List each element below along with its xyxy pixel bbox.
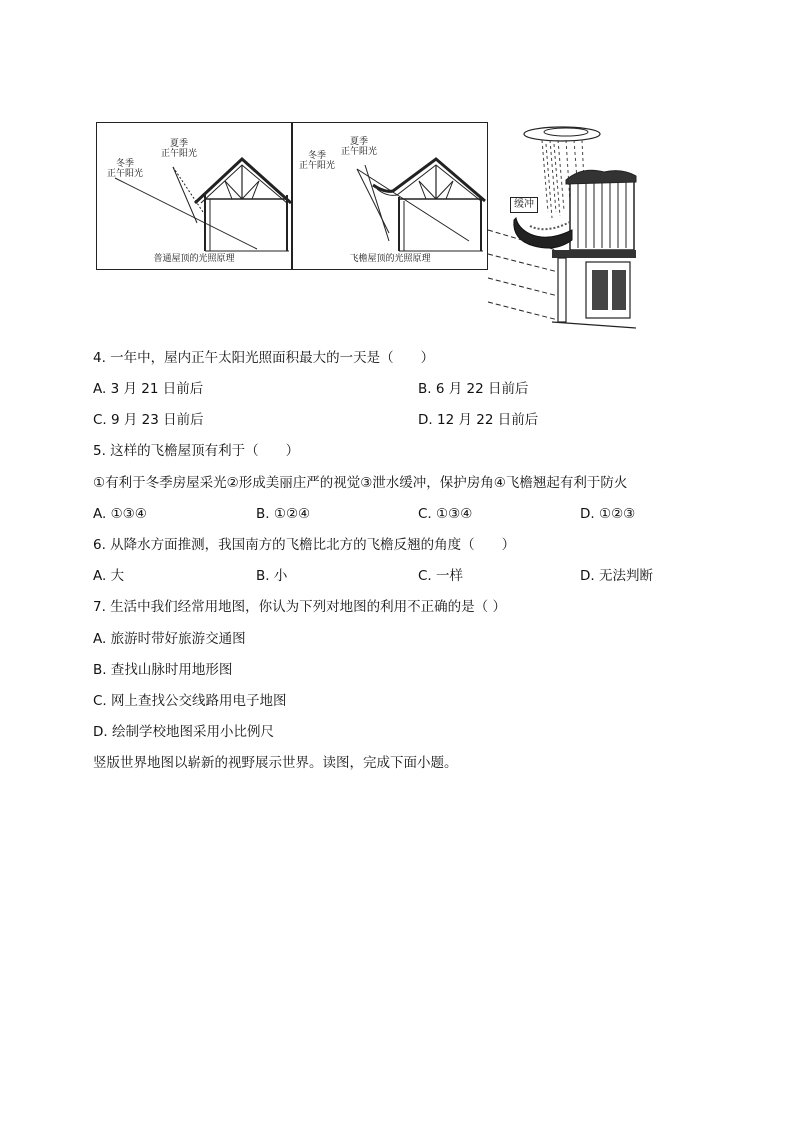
q7-option-a[interactable]: A. 旅游时带好旅游交通图 <box>93 631 246 647</box>
q6-option-a[interactable]: A. 大 <box>93 568 125 584</box>
q4-option-b[interactable]: B. 6 月 22 日前后 <box>418 381 529 397</box>
question-6-stem: 6. 从降水方面推测，我国南方的飞檐比北方的飞檐反翘的角度（ ） <box>93 537 516 553</box>
winter-noon-label-1: 冬季 <box>116 159 135 169</box>
summer-noon-label-1: 夏季 <box>350 137 369 147</box>
q5-option-a[interactable]: A. ①③④ <box>93 506 147 522</box>
flying-eave-rain-illustration <box>486 122 638 334</box>
ordinary-roof-panel <box>96 122 292 270</box>
question-7-stem: 7. 生活中我们经常用地图，你认为下列对地图的利用不正确的是（ ） <box>93 599 506 615</box>
next-section-intro: 竖版世界地图以崭新的视野展示世界。读图，完成下面小题。 <box>93 755 458 771</box>
q5-option-d[interactable]: D. ①②③ <box>580 506 636 522</box>
q6-option-d[interactable]: D. 无法判断 <box>580 568 653 584</box>
winter-noon-label-1: 冬季 <box>308 151 327 161</box>
summer-noon-label-2: 正午阳光 <box>161 149 198 159</box>
q6-option-c[interactable]: C. 一样 <box>418 568 464 584</box>
question-4-stem: 4. 一年中，屋内正午太阳光照面积最大的一天是（ ） <box>93 350 435 366</box>
winter-noon-label-2: 正午阳光 <box>299 161 336 171</box>
q6-option-b[interactable]: B. 小 <box>256 568 288 584</box>
winter-noon-label-2: 正午阳光 <box>107 169 144 179</box>
flying-eave-panel <box>292 122 488 270</box>
flying-eave-caption: 飞檐屋顶的光照原理 <box>349 254 431 264</box>
q4-option-c[interactable]: C. 9 月 23 日前后 <box>93 412 204 428</box>
q7-option-d[interactable]: D. 绘制学校地图采用小比例尺 <box>93 724 274 740</box>
summer-noon-label-1: 夏季 <box>170 139 189 149</box>
q4-option-a[interactable]: A. 3 月 21 日前后 <box>93 381 204 397</box>
q4-option-d[interactable]: D. 12 月 22 日前后 <box>418 412 539 428</box>
question-5-statements: ①有利于冬季房屋采光②形成美丽庄严的视觉③泄水缓冲，保护房角④飞檐翘起有利于防火 <box>93 475 628 491</box>
q7-option-c[interactable]: C. 网上查找公交线路用电子地图 <box>93 693 287 709</box>
q5-option-c[interactable]: C. ①③④ <box>418 506 473 522</box>
q5-option-b[interactable]: B. ①②④ <box>256 506 311 522</box>
flying-eave-diagram <box>293 123 489 271</box>
summer-noon-label-2: 正午阳光 <box>341 147 378 157</box>
q7-option-b[interactable]: B. 查找山脉时用地形图 <box>93 662 233 678</box>
question-5-stem: 5. 这样的飞檐屋顶有利于（ ） <box>93 443 300 459</box>
buffer-label: 缓冲 <box>510 197 538 213</box>
ordinary-roof-caption: 普通屋顶的光照原理 <box>153 254 235 264</box>
